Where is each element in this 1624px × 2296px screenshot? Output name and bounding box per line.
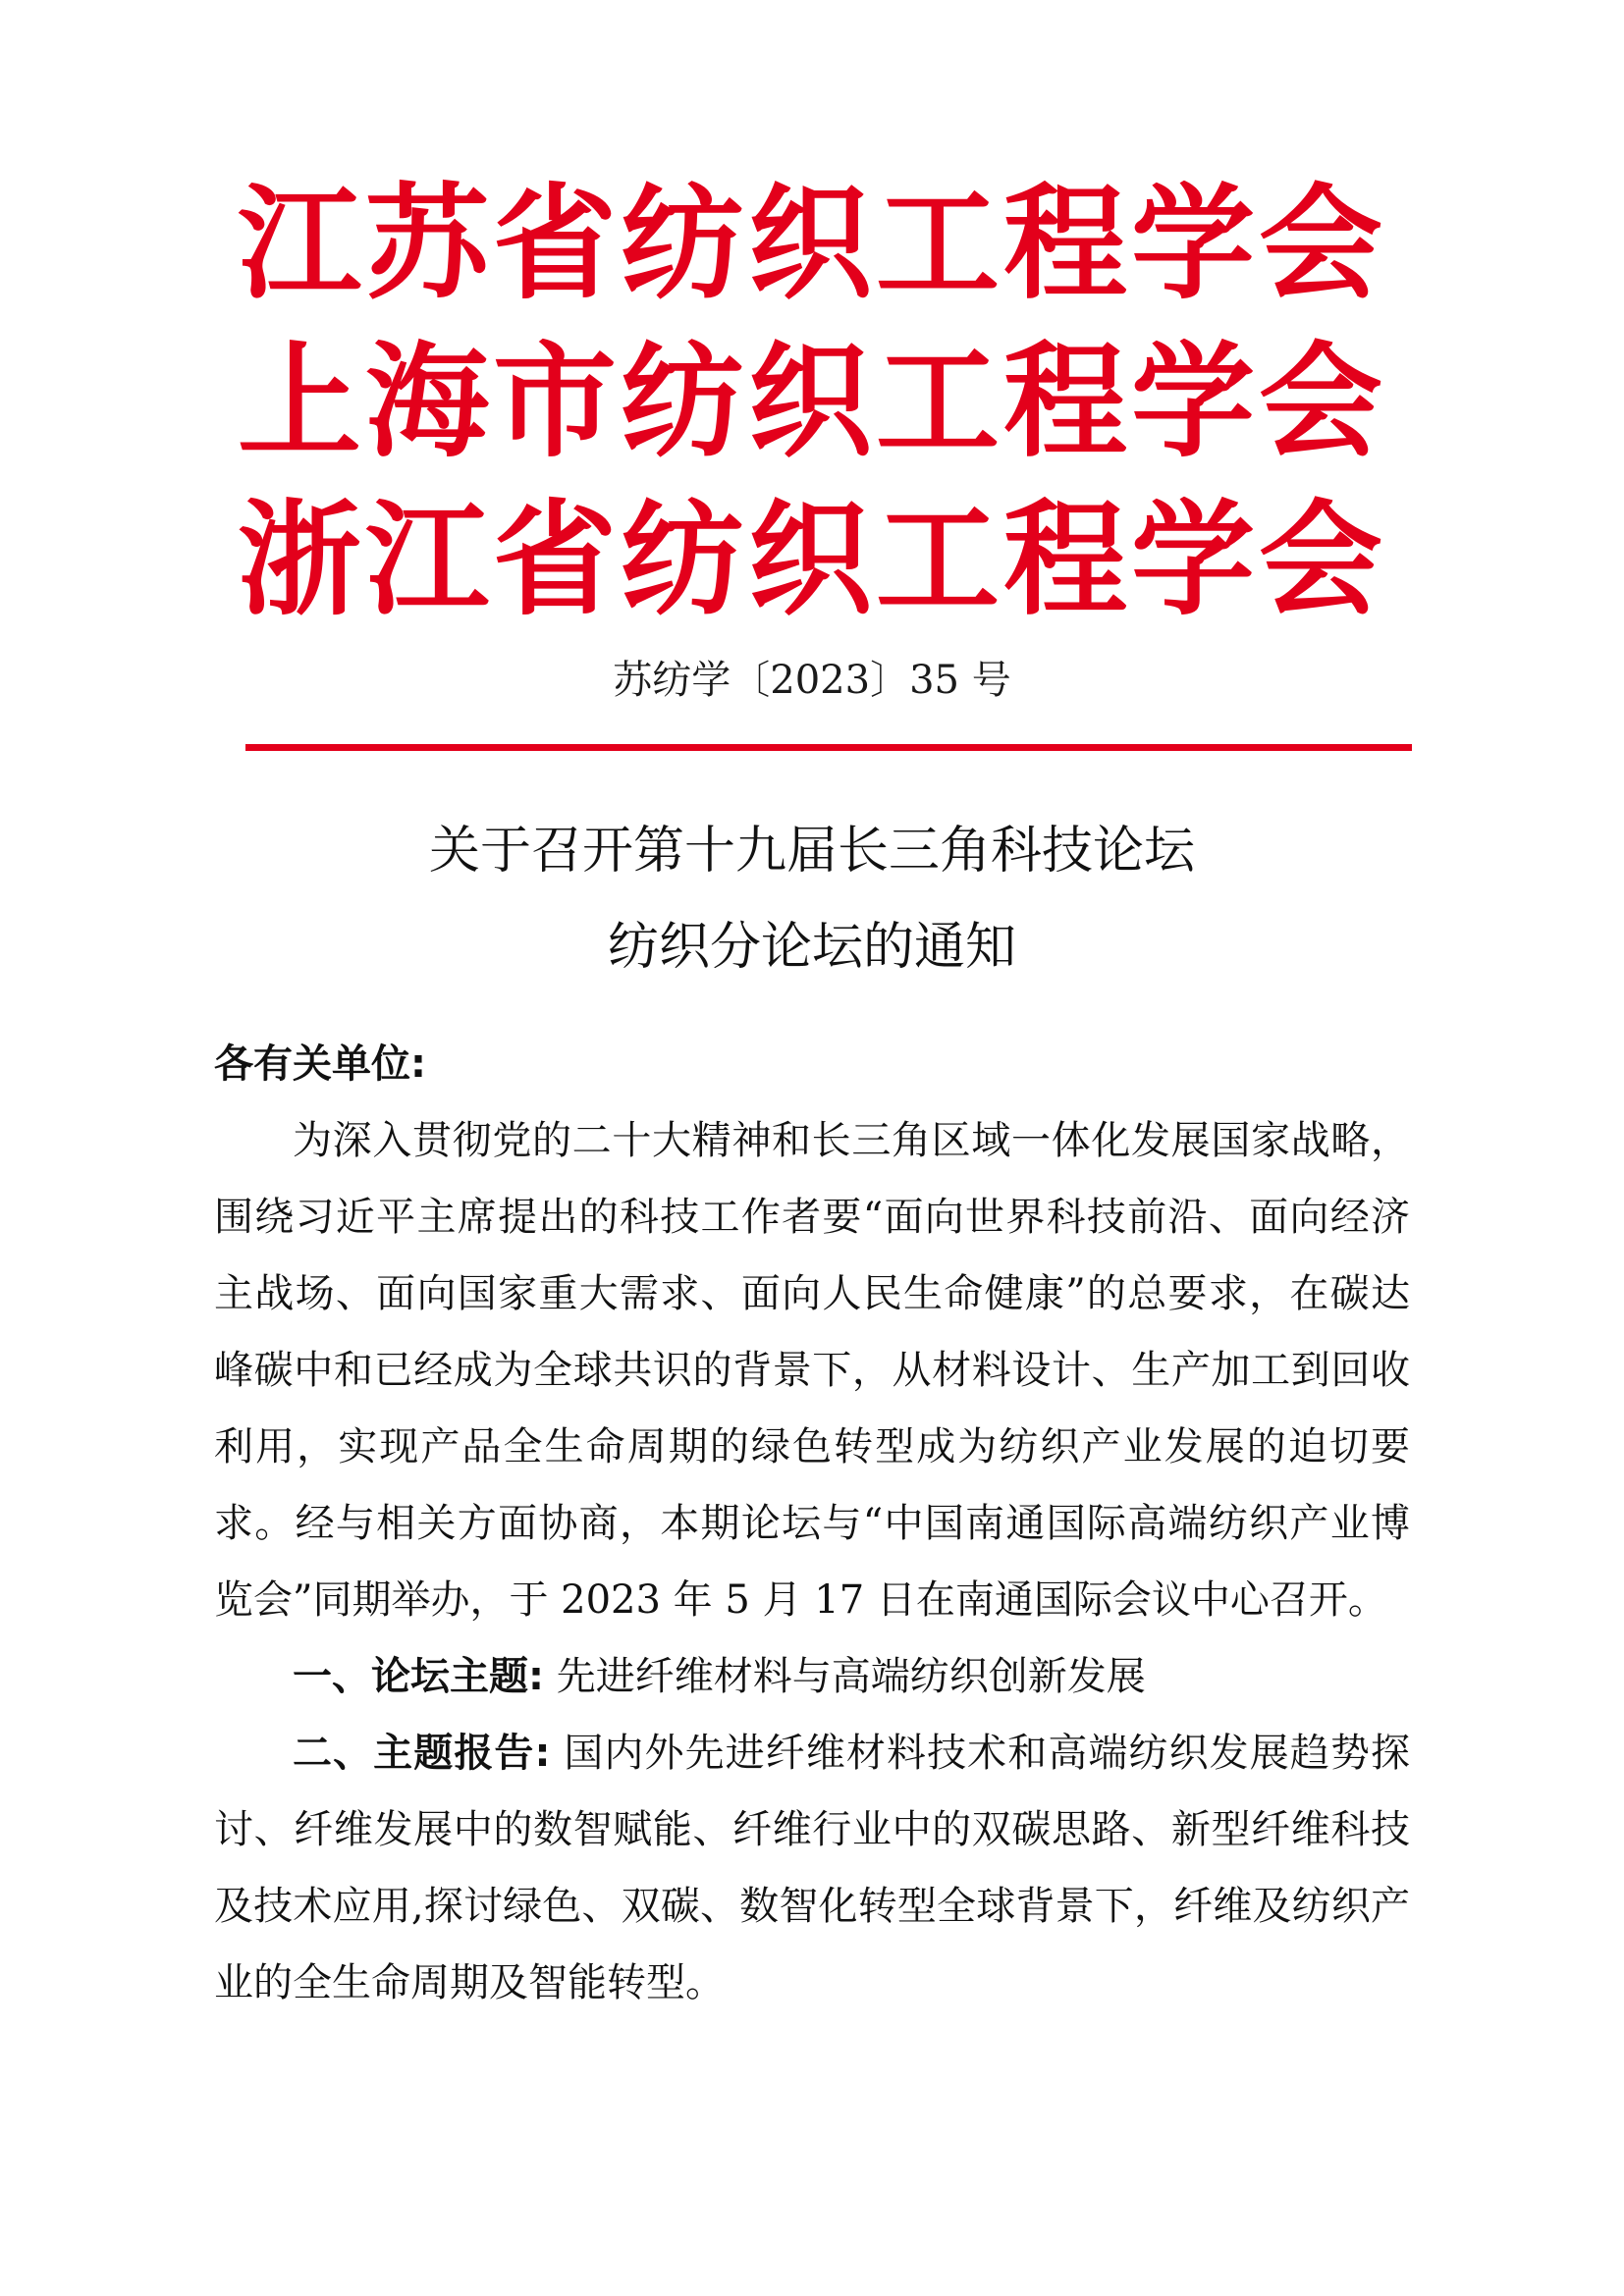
intro-paragraph: 为深入贯彻党的二十大精神和长三角区域一体化发展国家战略，围绕习近平主席提出的科技工作者要“面向世界科技前沿、面向经济主战场、面向国家重大需求、面向人民生命健康”的总要求，在碳达峰碳中和已经成为全球共识的背景下，从材料设计、生产加工到回收利用，实现产品全生命周期的绿色转型成为纺织产业发展的迫切要求。经与相关方面协商，本期论坛与“中国南通国际高端纺织产业博览会”同期举办，于 2023 年 5 月 17 日在南通国际会议中心召开。 <box>214 1118 1410 1623</box>
section-keynote-label: 二、主题报告: <box>293 1731 551 1776</box>
section-keynote <box>214 1715 1410 2021</box>
document-title-line-2: 纺织分论坛的通知 <box>607 918 1016 977</box>
org-name-zhejiang: 浙江省纺织工程学会 <box>238 488 1386 632</box>
document-body <box>214 1026 1410 2021</box>
section-keynote-text: 国内外先进纤维材料技术和高端纺织发展趋势探讨、纤维发展中的数智赋能、纤维行业中的双碳思路、新型纤维科技及技术应用,探讨绿色、双碳、数智化转型全球背景下，纤维及纺织产业的全生命周期及智能转型。 <box>214 1731 1411 2005</box>
document-number: 苏纺学〔2023〕35 号 <box>613 658 1011 703</box>
section-forum-theme-label: 一、论坛主题: <box>293 1654 544 1699</box>
org-name-shanghai: 上海市纺织工程学会 <box>238 330 1386 474</box>
org-header <box>0 165 1624 639</box>
header-divider <box>245 744 1412 751</box>
salutation: 各有关单位: <box>214 1041 426 1087</box>
section-forum-theme-text: 先进纤维材料与高端纺织创新发展 <box>544 1654 1146 1699</box>
document-title-line-1: 关于召开第十九届长三角科技论坛 <box>428 822 1195 881</box>
section-forum-theme <box>214 1638 1410 1715</box>
org-name-jiangsu: 江苏省纺织工程学会 <box>238 172 1386 316</box>
document-title <box>0 803 1624 995</box>
